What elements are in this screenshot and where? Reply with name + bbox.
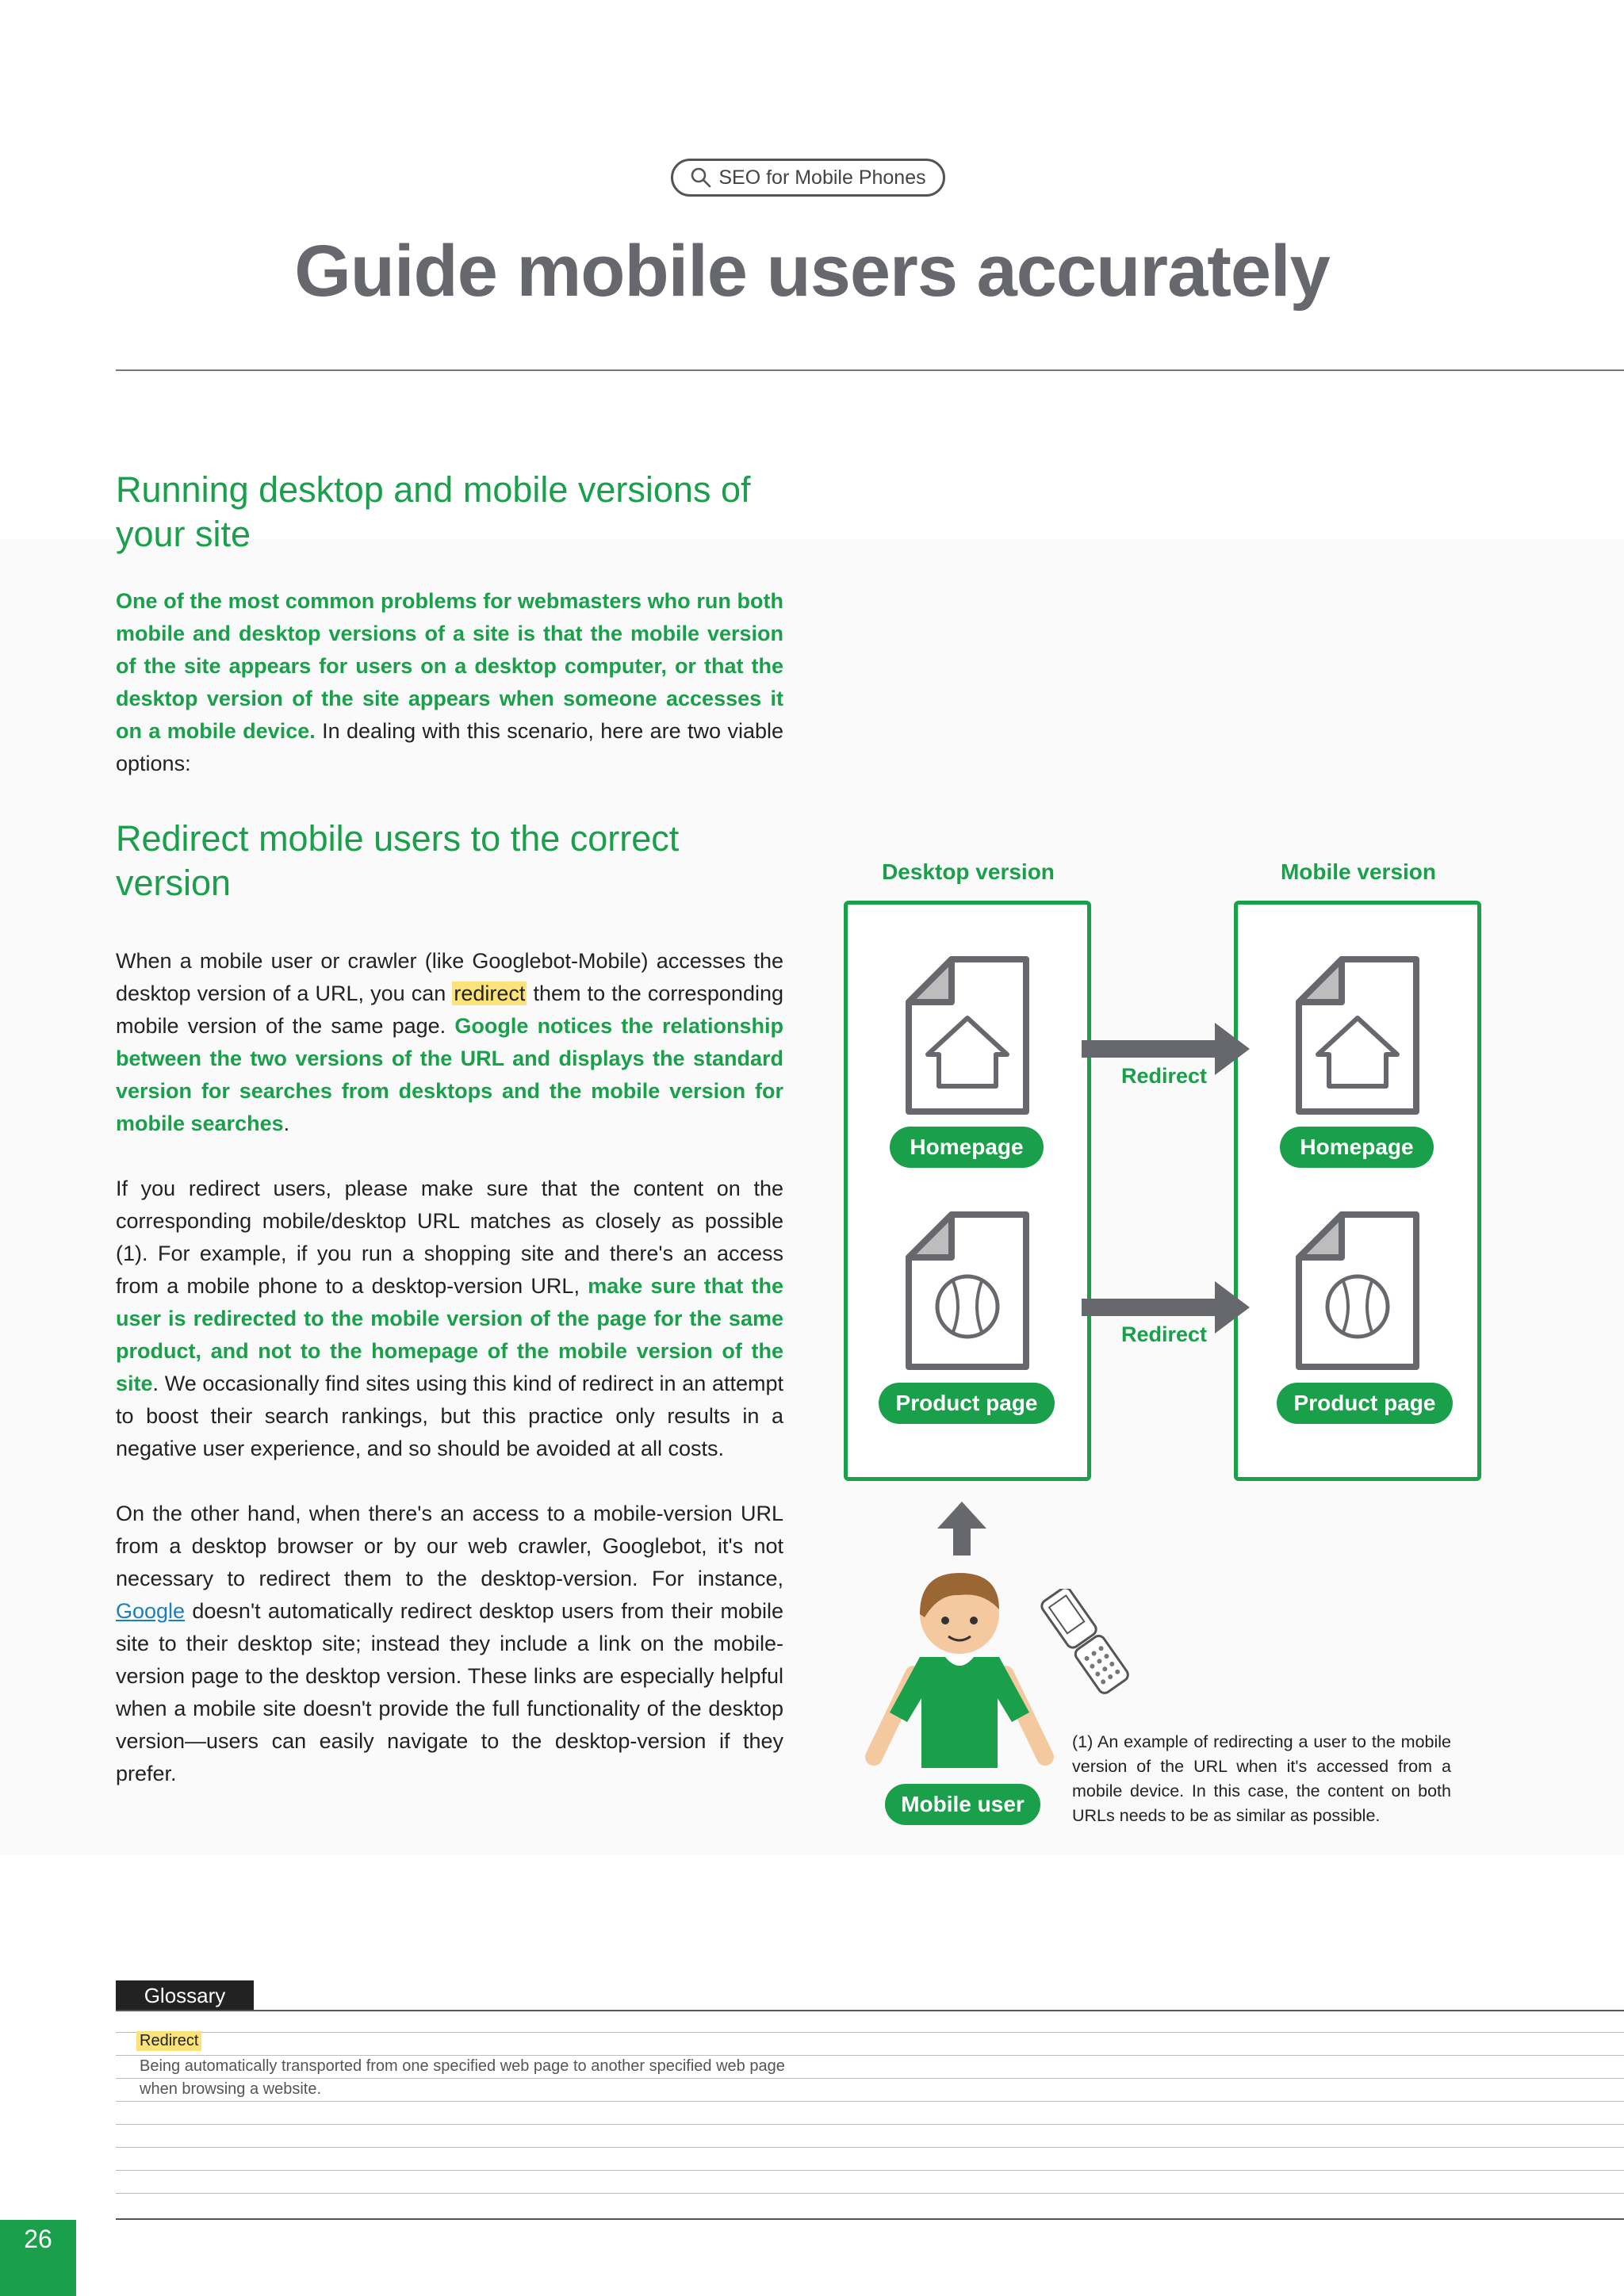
- baseball-document-icon: [1294, 1211, 1421, 1370]
- glossary-bottom-rule: [116, 2218, 1624, 2220]
- glossary-line: [116, 2193, 1624, 2194]
- heading-line: Running desktop and mobile versions of: [116, 469, 751, 510]
- title-divider: [116, 369, 1624, 371]
- glossary-divider: [116, 2010, 1624, 2011]
- body-text: . We occasionally find sites using this kind of redirect in an attempt to boost their search rankings, but this practice only results in a negative user experience, and so should be avoided at all costs.: [116, 1372, 783, 1460]
- body-text: When a mobile user or crawler (like Googlebot-Mobile) accesses the desktop version of a URL, you can: [116, 949, 783, 1005]
- section-running-versions: [116, 468, 783, 780]
- glossary-line: [116, 2124, 1624, 2125]
- glossary-line: [116, 2170, 1624, 2171]
- google-link[interactable]: Google: [116, 1599, 186, 1623]
- magnifier-icon: [690, 166, 712, 189]
- emphasis-text: make sure that the user is redirected to the mobile version of the page for the same product, and not to the homepage of the mobile version of the site: [116, 1274, 783, 1395]
- body-text: .: [283, 1112, 290, 1135]
- body-text: them to the corresponding mobile version of the same page.: [116, 982, 783, 1038]
- glossary-line: [116, 2101, 1624, 2102]
- homepage-label-mobile: Homepage: [1280, 1127, 1434, 1168]
- glossary-line: [116, 2147, 1624, 2148]
- paragraph-content-match: [116, 1173, 783, 1465]
- mobile-version-label: Mobile version: [1280, 859, 1437, 884]
- glossary-term: Redirect: [136, 2031, 201, 2051]
- section-heading: [116, 468, 783, 557]
- up-arrow-icon: [934, 1500, 990, 1557]
- redirect-label: Redirect: [1121, 1064, 1208, 1088]
- desktop-version-label: Desktop version: [882, 859, 1055, 884]
- page-title: Guide mobile users accurately: [294, 231, 1330, 312]
- body-text: If you redirect users, please make sure that the content on the corresponding mobile/desktop URL matches as closely as possible (1). For example, if you run a shopping site and there's an access from a mobile phone to a desktop-version URL,: [116, 1177, 783, 1298]
- body-text: In dealing with this scenario, here are two viable options:: [116, 719, 783, 775]
- emphasis-text: Google notices the relationship between the two versions of the URL and displays the standard version for searches from desktops and the mobile version for mobile searches: [116, 1014, 783, 1135]
- category-badge: [671, 159, 945, 197]
- emphasis-text: One of the most common problems for webmasters who run both mobile and desktop versions of a site is that the mobile version of the site appears for users on a desktop computer, or that the desktop version of the site appears when someone accesses it on a mobile device.: [116, 589, 783, 743]
- paragraph-desktop-access: [116, 1498, 783, 1790]
- home-document-icon: [904, 956, 1031, 1115]
- redirect-label: Redirect: [1121, 1322, 1208, 1346]
- glossary-highlight: redirect: [454, 982, 526, 1005]
- diagram-caption: (1) An example of redirecting a user to the mobile version of the URL when it's accessed from a mobile device. In this case, the content on both URLs needs to be as similar as possible.: [1072, 1732, 1451, 1825]
- section-redirect: [116, 817, 783, 1790]
- heading-line: your site: [116, 514, 251, 554]
- glossary-line: [116, 2032, 1624, 2033]
- baseball-document-icon: [904, 1211, 1031, 1370]
- product-page-label-mobile: Product page: [1277, 1383, 1453, 1424]
- category-label: SEO for Mobile Phones: [718, 166, 926, 189]
- glossary-definition: Being automatically transported from one specified web page to another specified web page when browsing a website.: [140, 2057, 785, 2098]
- page-number: 26: [0, 2220, 76, 2296]
- heading-line: Redirect mobile users to the correct: [116, 818, 680, 859]
- intro-paragraph: [116, 585, 783, 780]
- homepage-label-desktop: Homepage: [890, 1127, 1044, 1168]
- home-document-icon: [1294, 956, 1421, 1115]
- body-text: On the other hand, when there's an access to a mobile-version URL from a desktop browser or by our web crawler, Googlebot, it's not necessary to redirect them to the desktop-version. For instance,: [116, 1502, 783, 1590]
- paragraph-redirect: [116, 945, 783, 1140]
- mobile-user-label: Mobile user: [885, 1784, 1040, 1825]
- flip-phone-icon: [1029, 1589, 1134, 1697]
- product-page-label-desktop: Product page: [879, 1383, 1055, 1424]
- section-heading: [116, 817, 783, 905]
- body-text: doesn't automatically redirect desktop users from their mobile site to their desktop site; instead they include a link on the mobile-version page to the desktop version. These links are especially helpful when a mobile site doesn't provide the full functionality of the desktop version—users can easily navigate to the desktop-version if they prefer.: [116, 1599, 783, 1785]
- heading-line: version: [116, 863, 232, 903]
- glossary-tag: Glossary: [116, 1980, 254, 2011]
